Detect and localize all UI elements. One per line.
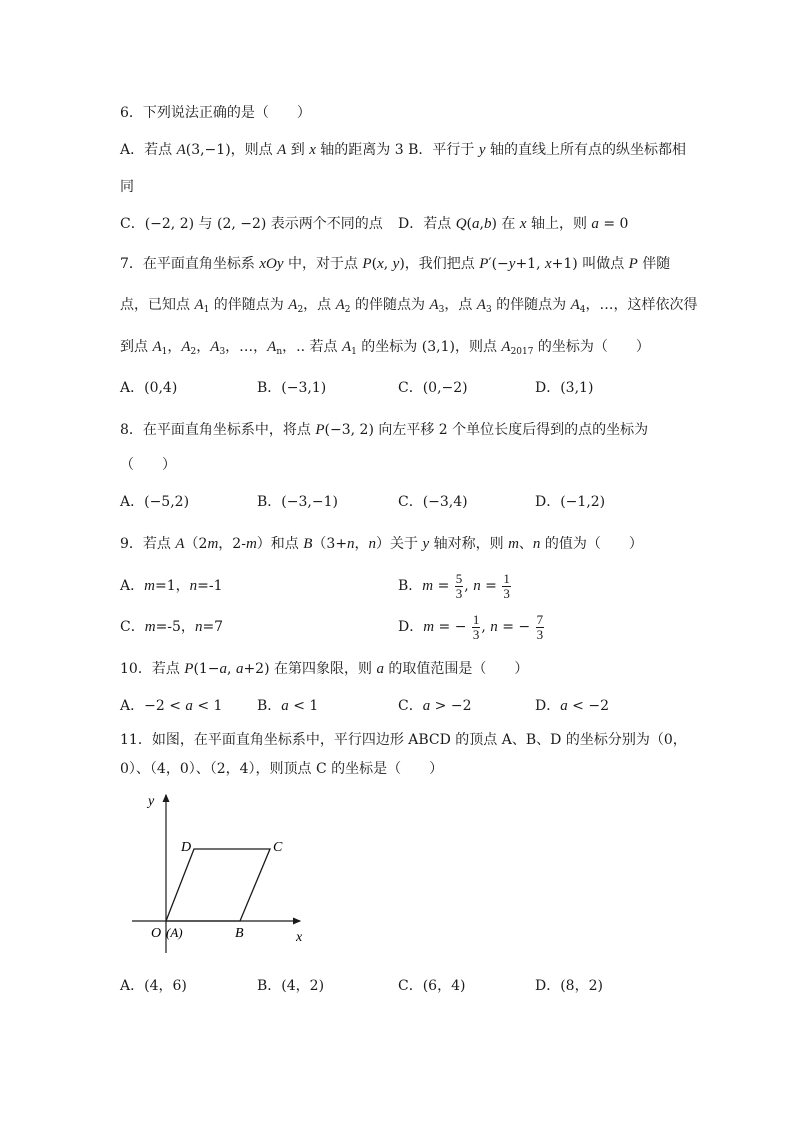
q6-option-a-b: A．若点 A(3,−1)，则点 A 到 x 轴的距离为 3 B．平行于 y 轴的直线上所有点的纵坐标都相 [120,142,686,158]
q7-option-a: A．(0,4) [120,380,178,396]
q7-option-b: B．(−3,1) [257,380,327,396]
q9-option-d: D．m = − $\frac{1}{3}$ , n = − $\frac{7}{3}$ [398,611,544,642]
q10-option-a: A．−2 < a < 1 [120,698,223,714]
q9-option-a: A．m=1，n=-1 [120,578,223,594]
q6-option-b-cont: 同 [120,179,134,195]
q7-line1: 7．在平面直角坐标系 xOy 中，对于点 P(x, y)，我们把点 P′(−y+1, x+1) 叫做点 P 伴随 [120,256,671,272]
q10-option-c: C．a > −2 [398,698,472,714]
x-axis-label: x [296,930,303,945]
q8-line1: 8．在平面直角坐标系中，将点 P(−3, 2) 向左平移 2 个单位长度后得到的点的坐标为 [120,422,649,438]
q6-option-d: D．若点 Q(a,b) 在 x 轴上，则 a = 0 [398,216,629,232]
q7-line2: 点，已知点 $A_1$ 的伴随点为 $A_2$，点 $A_2$ 的伴随点为 $A_3$，点 $A_3$ 的伴随点为 $A_4$，…，这样依次得 [120,297,698,315]
q7-option-c: C．(0,−2) [398,380,468,396]
q9-option-b: B．m = $\frac{5}{3}$ , n = $\frac{1}{3}$ [398,570,510,601]
q8-option-a: A．(−5,2) [120,494,190,510]
q11-option-c: C．(6，4) [398,978,466,994]
point-c-label: C [273,840,283,855]
parallelogram-figure [120,785,320,960]
point-a-label: (A) [166,925,183,940]
y-axis-label: y [148,794,155,809]
origin-label: O [151,926,162,941]
q11-line2: 0）、（4，0）、（2，4），则顶点 C 的坐标是（ ） [120,761,444,777]
q8-line2: （ ） [120,457,176,473]
q9-stem: 9．若点 A（2m，2-m）和点 B（3+n，n）关于 y 轴对称，则 m、n 的值为（ ） [120,536,643,552]
q7-line3: 到点 $A_1$，$A_2$，$A_3$，…，$A_n$，.. 若点 $A_1$ 的坐标为 (3,1)，则点 $A_{2017}$ 的坐标为（ ） [120,339,650,357]
q7-option-d: D．(3,1) [535,380,594,396]
q9-option-c: C．m=-5，n=7 [120,619,224,635]
q10-option-d: D．a < −2 [535,698,610,714]
parallelogram-abcd [166,849,270,921]
q10-stem: 10．若点 P(1−a, a+2) 在第四象限，则 a 的取值范围是（ ） [120,661,529,677]
q6-option-c: C．(−2, 2) 与 (2, −2) 表示两个不同的点 [120,216,383,232]
q10-option-b: B．a < 1 [257,698,319,714]
q6-stem: 6．下列说法正确的是（ ） [120,105,311,121]
point-d-label: D [181,840,192,855]
q8-option-b: B．(−3,−1) [257,494,338,510]
q11-option-b: B．(4，2) [257,978,325,994]
q8-option-c: C．(−3,4) [398,494,468,510]
point-b-label: B [235,926,244,941]
q8-option-d: D．(−1,2) [535,494,606,510]
q11-line1: 11．如图，在平面直角坐标系中，平行四边形 ABCD 的顶点 A、B、D 的坐标分别为（0， [120,732,687,748]
q11-option-a: A．(4，6) [120,978,187,994]
q11-option-d: D．(8，2) [535,978,603,994]
